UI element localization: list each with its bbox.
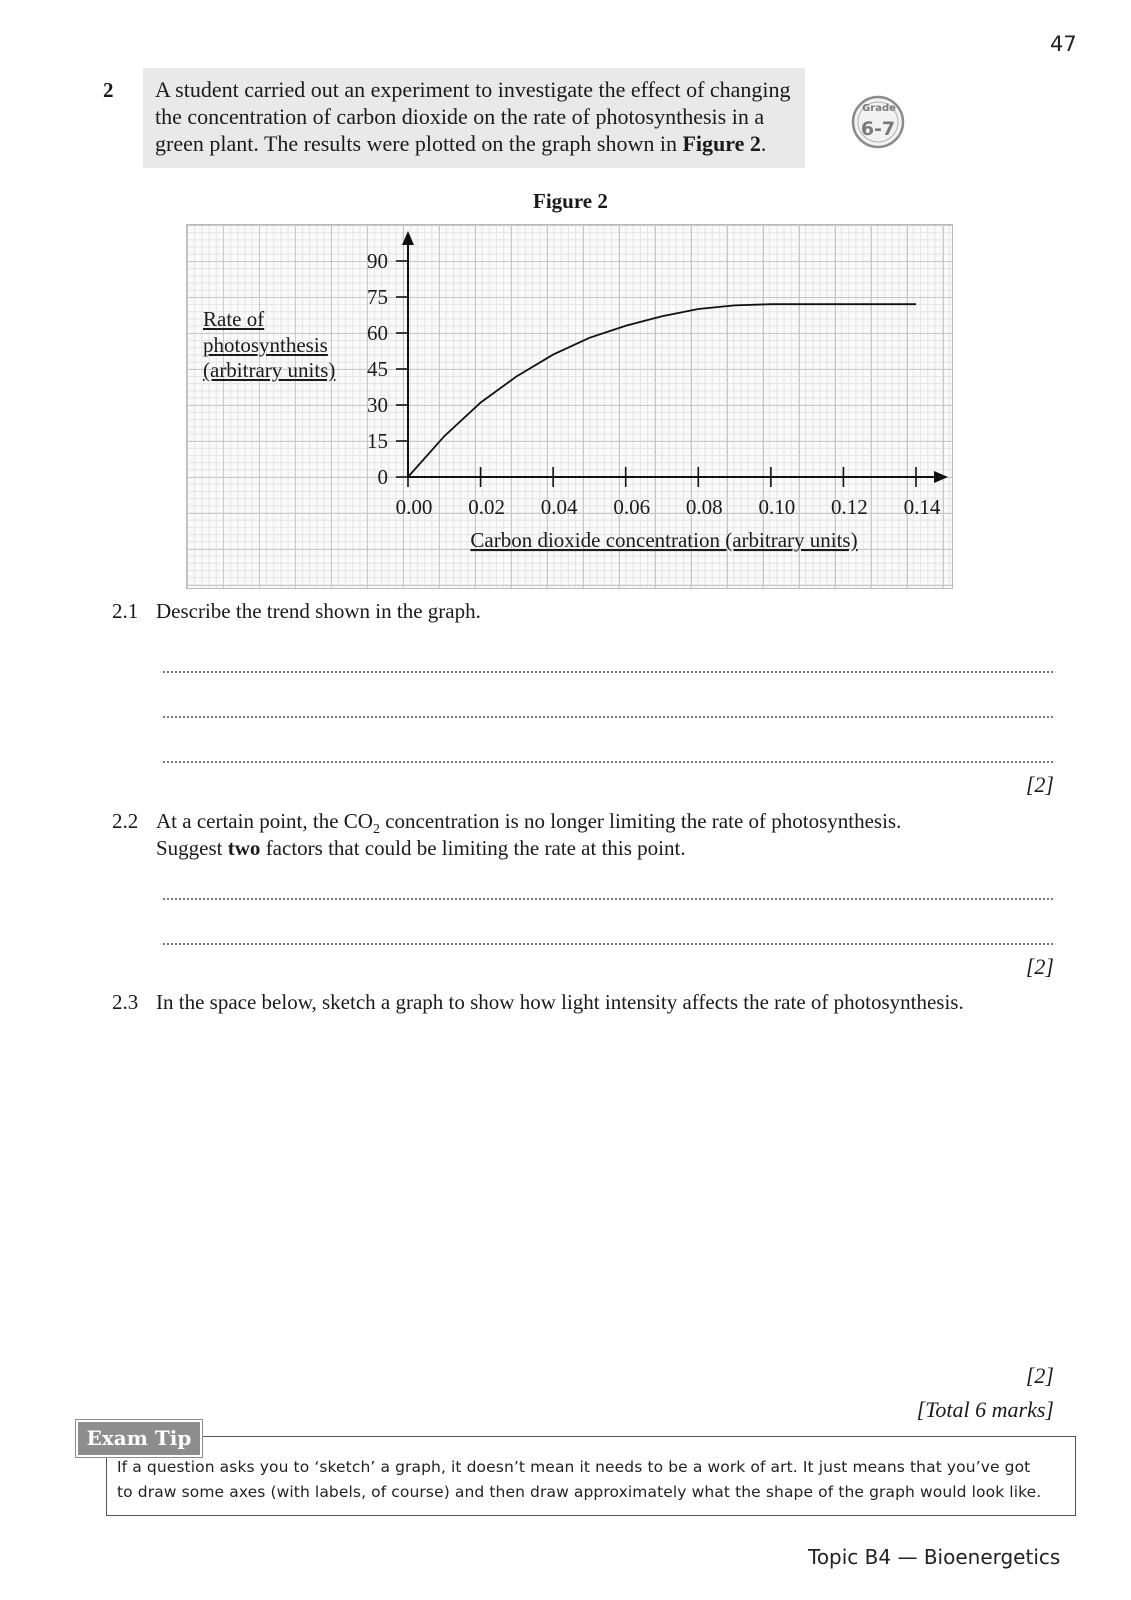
grade-badge-icon	[848, 94, 908, 150]
x-tick-label: 0.08	[685, 495, 723, 519]
y-tick-label: 30	[367, 393, 388, 417]
x-tick-label: 0.14	[903, 495, 941, 519]
figure-title: Figure 2	[533, 189, 608, 213]
x-axis-label: Carbon dioxide concentration (arbitrary units)	[470, 528, 858, 552]
intro-text: A student carried out an experiment to investigate the effect of changing the concentration of carbon dioxide on the rate of photosynthesis in a green plant. The results were plotted on the graph shown in	[155, 77, 791, 156]
answer-line[interactable]	[162, 943, 1054, 945]
x-tick-label: 0.00	[395, 495, 433, 519]
sketch-area[interactable]	[156, 1030, 1051, 1360]
intro-end: .	[760, 131, 767, 156]
co2-text: At a certain point, the CO	[156, 809, 373, 833]
marks-2-3: [2]	[1025, 1363, 1054, 1388]
grade-label: Grade	[862, 103, 896, 114]
answer-line[interactable]	[162, 671, 1054, 673]
x-tick-label: 0.04	[540, 495, 578, 519]
exam-tip-line-1: If a question asks you to ‘sketch’ a graph, it doesn’t mean it needs to be a work of art. It just means that you’ve got	[117, 1458, 1031, 1476]
y-axis-label-line-3: (arbitrary units)	[203, 358, 336, 382]
exam-tip-line-2: to draw some axes (with labels, of course) and then draw approximately what the shape of the graph would look like.	[117, 1483, 1042, 1501]
y-axis-label-line-1: Rate of	[203, 307, 265, 331]
line2-post: factors that could be limiting the rate at this point.	[260, 836, 686, 860]
y-tick-label: 45	[367, 357, 388, 381]
marks-2-2: [2]	[1025, 954, 1054, 979]
subquestion-2-3-number: 2.3	[112, 990, 139, 1014]
question-number: 2	[103, 78, 114, 102]
subquestion-2-2-line-2	[156, 835, 686, 862]
subquestion-2-1-number: 2.1	[112, 599, 139, 623]
series-line	[408, 304, 916, 477]
x-tick-label: 0.06	[613, 495, 651, 519]
answer-line[interactable]	[162, 898, 1054, 900]
answer-line[interactable]	[162, 761, 1054, 763]
grade-value: 6-7	[860, 118, 896, 140]
exam-tip-label: Exam Tip	[76, 1420, 202, 1457]
x-tick-label: 0.02	[468, 495, 505, 519]
marks-2-1: [2]	[1025, 772, 1054, 797]
subquestion-2-1-text: Describe the trend shown in the graph.	[156, 599, 481, 623]
subquestion-2-2-line-1	[156, 808, 901, 835]
line2-pre: Suggest	[156, 836, 228, 860]
intro-figure-ref: Figure 2	[682, 131, 761, 156]
y-axis-arrow-icon	[402, 231, 414, 245]
page-number: 47	[1050, 32, 1077, 56]
total-marks: [Total 6 marks]	[916, 1397, 1054, 1422]
question-intro	[143, 68, 805, 168]
footer-topic: Topic B4 — Bioenergetics	[808, 1545, 1061, 1569]
y-tick-label: 75	[367, 285, 388, 309]
line2-bold: two	[227, 836, 261, 860]
x-tick-label: 0.10	[758, 495, 796, 519]
x-tick-label: 0.12	[831, 495, 868, 519]
x-axis-arrow-icon	[934, 471, 948, 483]
subquestion-2-3-text: In the space below, sketch a graph to show how light intensity affects the rate of photosynthesis.	[156, 990, 964, 1014]
chart	[186, 224, 953, 589]
line1-rest: concentration is no longer limiting the rate of photosynthesis.	[379, 809, 902, 833]
y-axis-label-line-2: photosynthesis	[203, 333, 328, 357]
y-tick-label: 0	[377, 465, 388, 489]
y-tick-label: 90	[367, 249, 388, 273]
y-tick-label: 15	[367, 429, 388, 453]
co2-subscript: 2	[372, 822, 380, 837]
subquestion-2-2-number: 2.2	[112, 809, 139, 833]
exam-tip-box	[106, 1436, 1076, 1516]
y-tick-label: 60	[367, 321, 388, 345]
answer-line[interactable]	[162, 716, 1054, 718]
